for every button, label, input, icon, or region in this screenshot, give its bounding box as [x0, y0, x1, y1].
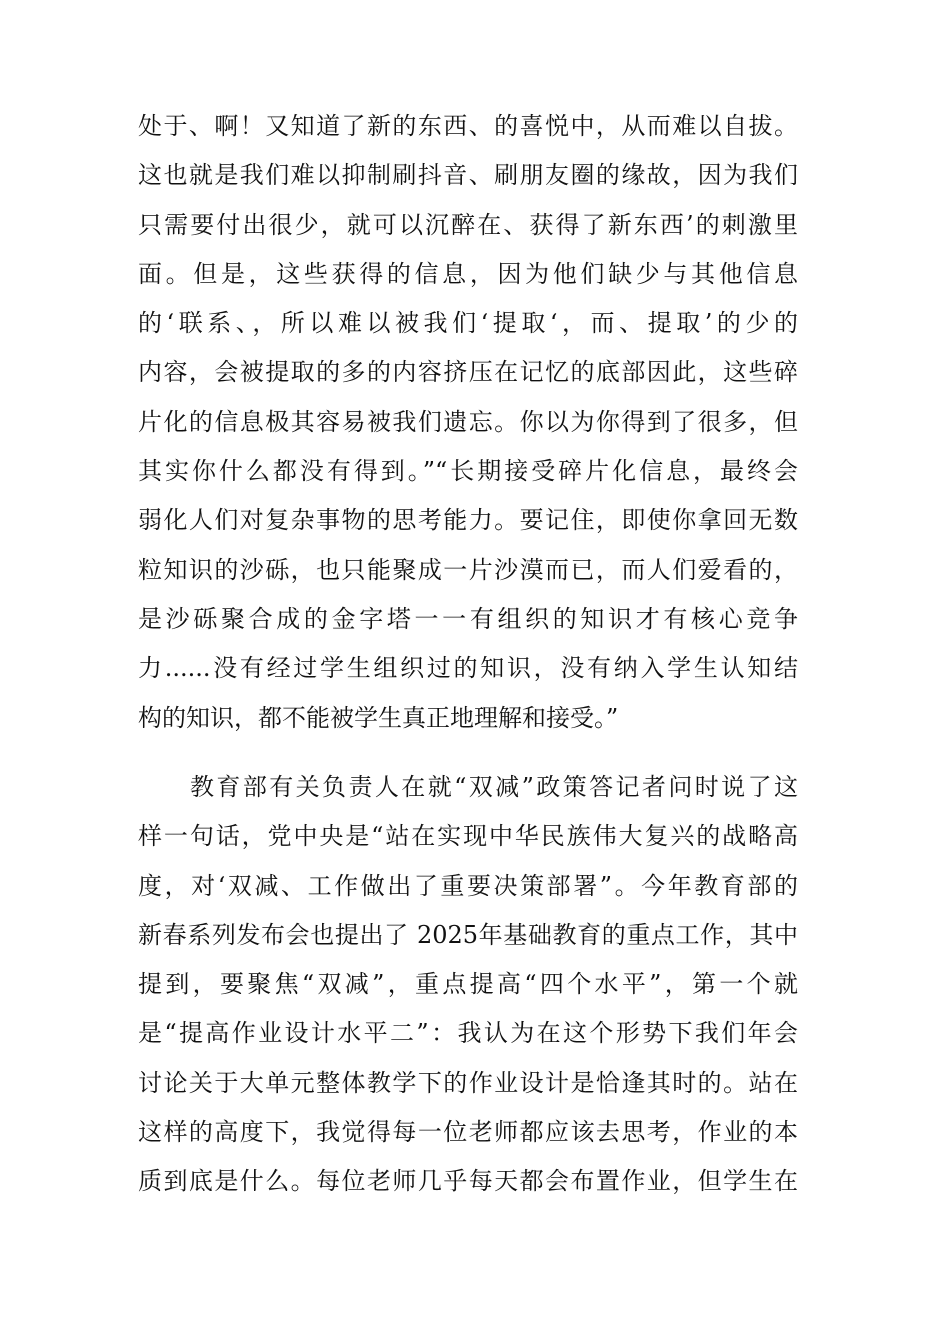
paragraph-line: 样一句话，党中央是“站在实现中华民族伟大复兴的战略高 — [138, 822, 798, 851]
paragraph-line: 处于、啊！又知道了新的东西、的喜悦中，从而难以自拔。 — [138, 112, 798, 140]
paragraph-line: 片化的信息极其容易被我们遗忘。你以为你得到了很多，但 — [138, 407, 798, 436]
paragraph-line: 只需要付出很少，就可以沉醉在、获得了新东西’的刺激里 — [138, 210, 798, 239]
paragraph-line: 质到底是什么。每位老师几乎每天都会布置作业，但学生在 — [138, 1167, 798, 1196]
paragraph-line: 内容，会被提取的多的内容挤压在记忆的底部因此，这些碎 — [138, 358, 798, 387]
paragraph-line: 这也就是我们难以抑制刷抖音、刷朋友圈的缘故，因为我们 — [138, 161, 798, 190]
paragraph-line: 粒知识的沙砾，也只能聚成一片沙漠而已，而人们爱看的， — [138, 555, 798, 584]
paragraph-line: 这样的高度下，我觉得每一位老师都应该去思考，作业的本 — [138, 1118, 798, 1147]
paragraph-line: 新春系列发布会也提出了 2025年基础教育的重点工作，其中 — [138, 920, 798, 949]
paragraph-line: 讨论关于大单元整体教学下的作业设计是恰逢其时的。站在 — [138, 1068, 798, 1097]
paragraph-2 — [138, 771, 798, 1215]
paragraph-line: 提到，要聚焦“双减”，重点提高“四个水平”，第一个就 — [138, 970, 798, 999]
paragraph-line: 弱化人们对复杂事物的思考能力。要记住，即使你拿回无数 — [138, 506, 798, 535]
paragraph-line: 是“提高作业设计水平二”：我认为在这个形势下我们年会 — [138, 1019, 798, 1048]
paragraph-line: 教育部有关负责人在就“双减”政策答记者问时说了这 — [190, 773, 798, 801]
paragraph-1 — [138, 110, 798, 751]
paragraph-line: 力......没有经过学生组织过的知识，没有纳入学生认知结 — [138, 654, 798, 683]
paragraph-line: 其实你什么都没有得到。”“长期接受碎片化信息，最终会 — [138, 457, 798, 486]
paragraph-line: 是沙砾聚合成的金字塔一一有组织的知识才有核心竞争 — [138, 604, 798, 633]
paragraph-line: 构的知识，都不能被学生真正地理解和接受。” — [138, 703, 619, 732]
paragraph-line: 的‘联系、，所以难以被我们‘提取‘，而、提取’的少的 — [138, 309, 798, 338]
paragraph-line: 面。但是，这些获得的信息，因为他们缺少与其他信息 — [138, 259, 798, 288]
paragraph-line: 度，对‘双减、工作做出了重要决策部署”。今年教育部的 — [138, 871, 798, 900]
